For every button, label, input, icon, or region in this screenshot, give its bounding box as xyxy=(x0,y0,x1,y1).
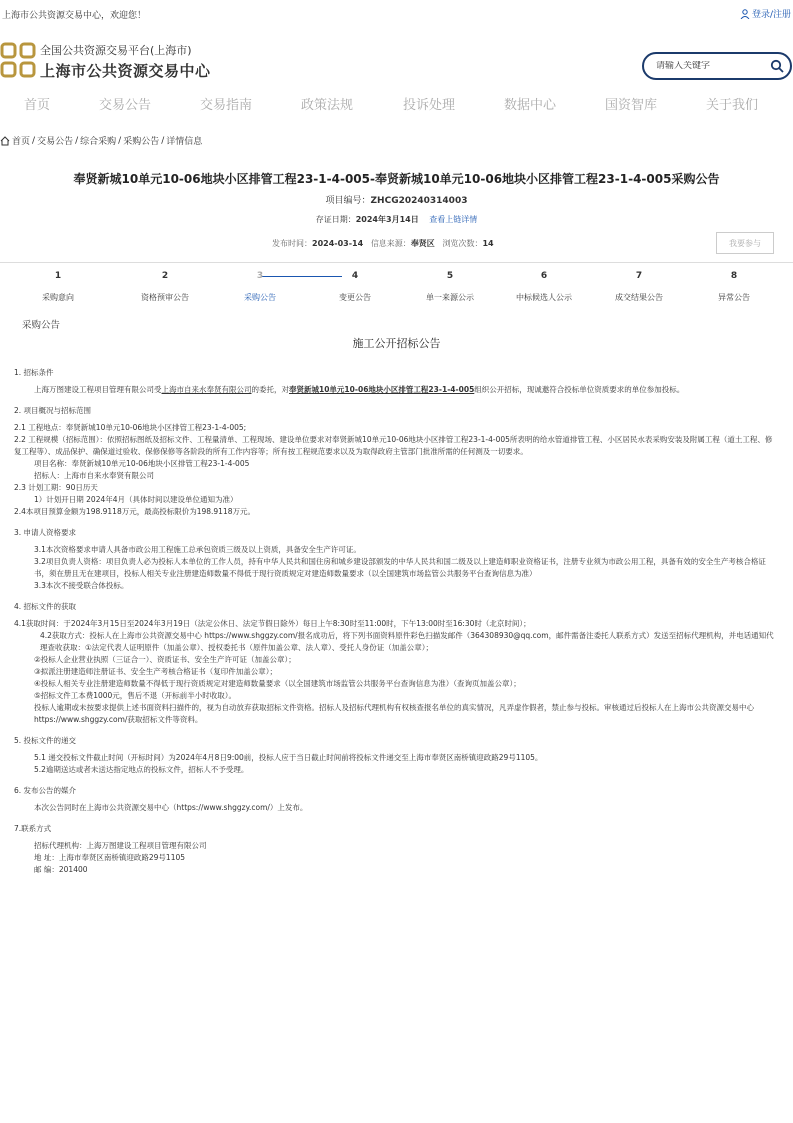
paragraph: ②投标人企业营业执照（三证合一）、资质证书、安全生产许可证（加盖公章）； xyxy=(34,655,296,664)
section-1-heading: 1. 招标条件 xyxy=(14,368,54,377)
nav-policy[interactable]: 政策法规 xyxy=(301,98,354,113)
paragraph: 2.4本项目预算金额为198.9118万元，最高投标限价为198.9118万元。 xyxy=(14,507,255,516)
publish-date: 2024-03-14 xyxy=(312,239,364,248)
home-icon xyxy=(0,136,10,146)
section-3-heading: 3. 申请人资格要求 xyxy=(14,528,77,537)
breadcrumb: 首页 / 交易公告 / 综合采购 / 采购公告 / 详情信息 xyxy=(0,134,202,147)
project-number-label: 项目编号： xyxy=(325,196,371,206)
archive-date: 2024年3月14日 xyxy=(355,215,419,224)
step-candidates[interactable]: 中标候选人公示 xyxy=(516,293,572,302)
chain-detail-link[interactable]: 查看上链详情 xyxy=(429,215,478,224)
nav-trade-notices[interactable]: 交易公告 xyxy=(99,98,152,113)
join-button[interactable]: 我要参与 xyxy=(716,232,774,254)
section-6-heading: 6. 发布公告的媒介 xyxy=(14,786,77,795)
step-purchase[interactable]: 采购公告 xyxy=(244,293,276,302)
contact-address: 地 址：上海市奉贤区南桥镇迎政路29号1105 xyxy=(34,853,186,862)
section-2-heading: 2. 项目概况与招标范围 xyxy=(14,406,92,415)
document-body xyxy=(14,358,778,876)
step-prequal[interactable]: 资格预审公告 xyxy=(141,293,189,302)
publish-label: 发布时间： xyxy=(272,239,312,248)
step-single-source[interactable]: 单一来源公示 xyxy=(426,293,474,302)
search-icon[interactable] xyxy=(770,59,784,73)
brand-title: 上海市公共资源交易中心 xyxy=(40,62,211,80)
paragraph: ③拟派注册建造师注册证书、安全生产考核合格证书（复印件加盖公章）； xyxy=(34,667,277,676)
step-change[interactable]: 变更公告 xyxy=(339,293,371,302)
paragraph: 5.1 递交投标文件截止时间（开标时间）为2024年4月8日9:00前，投标人应于当日截止时间前将投标文件递交至上海市奉贤区南桥镇迎政路29号1105。 xyxy=(34,753,543,762)
source-value: 奉贤区 xyxy=(410,239,435,248)
nav-data-center[interactable]: 数据中心 xyxy=(504,98,557,113)
paragraph: 1）计划开日期 2024年4月（具体时间以建设单位通知为准） xyxy=(34,495,238,504)
section-5-heading: 5. 投标文件的递交 xyxy=(14,736,77,745)
breadcrumb-purchase-notice[interactable]: 采购公告 xyxy=(123,137,160,147)
section-7-heading: 7.联系方式 xyxy=(14,824,52,833)
step-result[interactable]: 成交结果公告 xyxy=(615,293,663,302)
paragraph: 2.3 计划工期：90日历天 xyxy=(14,483,98,492)
archive-info xyxy=(0,214,793,225)
nav-complaints[interactable]: 投诉处理 xyxy=(403,98,456,113)
paragraph: ④投标人相关专业注册建造师数量不得低于现行资质规定对建造师数量要求（以全国建筑市场监管公共服务平台查询信息为准）（查询页加盖公章）； xyxy=(34,679,521,688)
search-input[interactable] xyxy=(656,61,766,71)
main-nav xyxy=(0,94,793,120)
step-abnormal[interactable]: 异常公告 xyxy=(718,293,750,302)
logo-icon xyxy=(0,42,36,78)
project-number xyxy=(0,193,793,206)
top-bar xyxy=(0,0,793,26)
section-4-heading: 4. 招标文件的获取 xyxy=(14,602,77,611)
search-box xyxy=(642,52,792,80)
nav-about[interactable]: 关于我们 xyxy=(706,98,759,113)
step-number: 1 xyxy=(54,271,62,281)
step-number: 2 xyxy=(161,271,169,281)
paragraph: 投标人逾期或未按要求提供上述书面资料扫描件的，视为自动放弃获取招标文件资格。招标人及招标代理机构有权核查报名单位的真实情况，凡弄虚作假者，禁止参与投标。审核通过后投标人在上海市公共资源交易中心 https://www.shggzy.com/获取招标文件等资料。 xyxy=(34,703,754,724)
contact-agent: 招标代理机构：上海万图建设工程项目管理有限公司 xyxy=(34,841,207,850)
section-1-text: 上海万图建设工程项目管理有限公司受上海市自来水奉贤有限公司的委托，对奉贤新城10单元10-06地块小区排管工程23-1-4-005组织公开招标，现诚邀符合投标单位资质要求的单位参加投标。 xyxy=(34,385,685,394)
brand-subtitle: 全国公共资源交易平台(上海市) xyxy=(40,44,192,57)
paragraph: 5.2逾期送达或者未送达指定地点的投标文件，招标人不予受理。 xyxy=(34,765,249,774)
active-step-indicator xyxy=(262,276,342,277)
paragraph: 项目名称：奉贤新城10单元10-06地块小区排管工程23-1-4-005 xyxy=(34,459,250,468)
welcome-text: 上海市公共资源交易中心，欢迎您！ xyxy=(2,11,147,21)
section-heading: 采购公告 xyxy=(22,320,61,331)
paragraph: 3.2项目负责人资格：项目负责人必为投标人本单位的工作人员，持有中华人民共和国住房和城乡建设部颁发的中华人民共和国二级及以上建造师职业资格证书，注册专业须为市政公用工程，具备有效的安全生产考核合格证书，须在册且无在建项目，投标人相关专业注册建造师数量不得低于现行资质规定对建造师数量要求（以全国建筑市场监管公共服务平台查询信息为准） xyxy=(34,557,766,578)
step-number: 5 xyxy=(446,271,454,281)
divider xyxy=(0,262,793,263)
document-title: 施工公开招标公告 xyxy=(352,337,441,350)
notice-meta xyxy=(272,238,494,249)
paragraph: 4.1获取时间：于2024年3月15日至2024年3月19日（法定公休日、法定节假日除外）每日上午8:30时至11:00时，下午13:00时至16:30时（北京时间）； xyxy=(14,619,531,628)
breadcrumb-home[interactable]: 首页 xyxy=(12,137,31,147)
breadcrumb-procurement[interactable]: 综合采购 xyxy=(80,137,117,147)
nav-home[interactable]: 首页 xyxy=(24,98,51,113)
paragraph: ⑤招标文件工本费1000元，售后不退（开标前半小时收取）。 xyxy=(34,691,237,700)
views-label: 浏览次数： xyxy=(442,239,483,248)
page-title: 奉贤新城10单元10-06地块小区排管工程23-1-4-005-奉贤新城10单元10-06地块小区排管工程23-1-4-005采购公告 xyxy=(73,172,720,186)
step-number: 6 xyxy=(540,271,548,281)
paragraph: 4.2获取方式：投标人在上海市公共资源交易中心 https://www.shggzy.com/报名成功后，将下列书面资料原件彩色扫描发邮件（364308930@qq.com，邮件需备注委托人联系方式）发送至招标代理机构，并电话通知代理查收获取：①法定代表人证明原件（加盖公章）、授权委托书（原件加盖公章、法人章）、受托人身份证（加盖公章）； xyxy=(40,631,774,652)
paragraph: 3.1本次资格要求申请人具备市政公用工程施工总承包资质三级及以上资质，具备安全生产许可证。 xyxy=(34,545,361,554)
source-label: 信息来源： xyxy=(370,239,411,248)
views-count: 14 xyxy=(482,239,494,248)
nav-think-tank[interactable]: 国资智库 xyxy=(605,98,658,113)
paragraph: 本次公告同时在上海市公共资源交易中心（https://www.shggzy.com/）上发布。 xyxy=(34,803,308,812)
login-link[interactable] xyxy=(740,7,791,20)
paragraph: 招标人：上海市自来水奉贤有限公司 xyxy=(34,471,154,480)
user-icon xyxy=(740,9,750,19)
breadcrumb-current: 详情信息 xyxy=(166,137,203,147)
login-label: 登录/注册 xyxy=(751,10,791,20)
breadcrumb-notices[interactable]: 交易公告 xyxy=(37,137,74,147)
step-number: 3 xyxy=(256,271,264,281)
paragraph: 2.1 工程地点：奉贤新城10单元10-06地块小区排管工程23-1-4-005; xyxy=(14,423,247,432)
archive-label: 存证日期： xyxy=(315,215,356,224)
project-number-value: ZHCG20240314003 xyxy=(370,196,468,206)
step-number: 4 xyxy=(351,271,359,281)
paragraph: 3.3本次不接受联合体投标。 xyxy=(34,581,129,590)
nav-trade-guide[interactable]: 交易指南 xyxy=(200,98,253,113)
contact-zip: 邮 编：201400 xyxy=(34,865,88,874)
step-number: 8 xyxy=(730,271,738,281)
step-intent[interactable]: 采购意向 xyxy=(42,293,74,302)
paragraph: 2.2 工程规模（招标范围）：依照招标图纸及招标文件、工程量清单、工程现场、建设单位要求对奉贤新城10单元10-06地块小区排管工程23-1-4-005所表明的给水管道排管工程、小区居民水表采购安装及附属工程（道土工程、修复工程等）、成品保护、确保道过验收、保修保修等各阶段的所有工作内容等；所有按工程规范要求以及为取得政府主管部门批准所需的任何测及一切要求。 xyxy=(14,435,773,456)
step-number: 7 xyxy=(635,271,643,281)
